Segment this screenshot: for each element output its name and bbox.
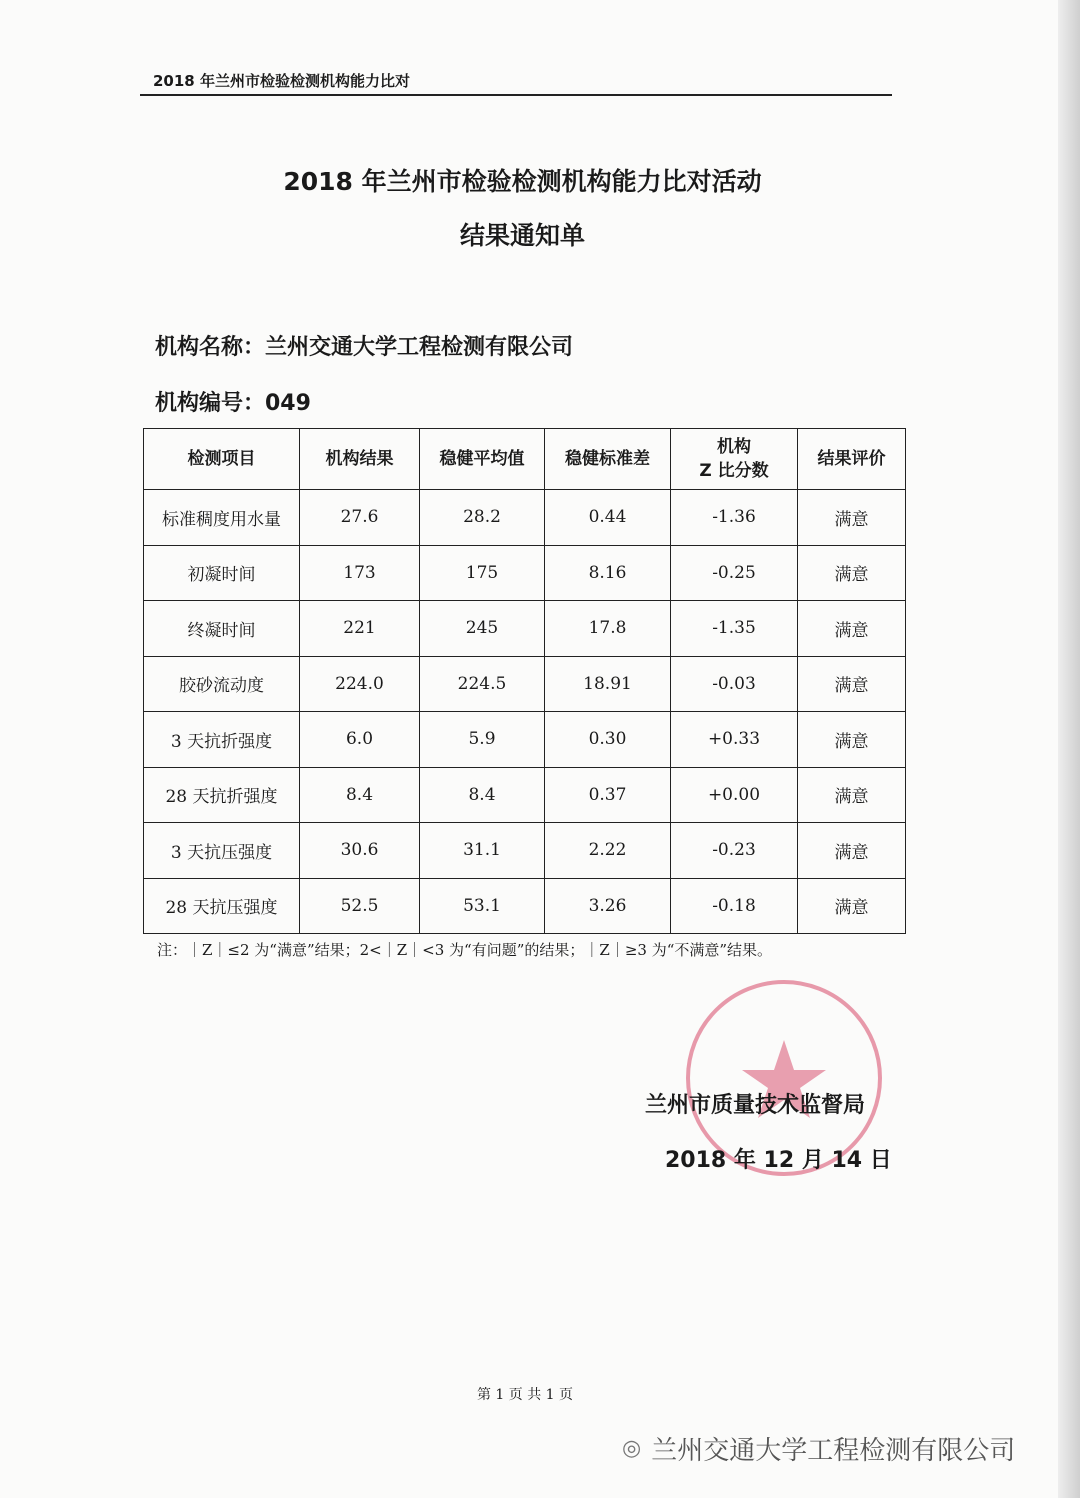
table-cell: 满意 bbox=[798, 767, 906, 823]
running-header: 2018 年兰州市检验检测机构能力比对 bbox=[153, 72, 410, 90]
table-cell: 17.8 bbox=[545, 601, 671, 657]
table-cell: -1.35 bbox=[671, 601, 798, 657]
table-cell: 满意 bbox=[798, 878, 906, 934]
table-cell: -0.25 bbox=[671, 545, 798, 601]
col-header-line: 机构 bbox=[717, 437, 751, 457]
table-cell: 52.5 bbox=[300, 878, 420, 934]
table-cell: 27.6 bbox=[300, 490, 420, 546]
table-cell: 3 天抗压强度 bbox=[144, 823, 300, 879]
table-cell: 30.6 bbox=[300, 823, 420, 879]
table-cell: -1.36 bbox=[671, 490, 798, 546]
table-cell: +0.00 bbox=[671, 767, 798, 823]
table-cell: 8.4 bbox=[420, 767, 545, 823]
table-cell: 满意 bbox=[798, 601, 906, 657]
document-title: 2018 年兰州市检验检测机构能力比对活动 bbox=[283, 167, 762, 196]
table-cell: 224.5 bbox=[420, 656, 545, 712]
table-cell: 0.37 bbox=[545, 767, 671, 823]
table-row bbox=[144, 545, 906, 601]
page-number: 第 1 页 共 1 页 bbox=[476, 1387, 574, 1403]
table-cell: +0.33 bbox=[671, 712, 798, 768]
table-cell: 满意 bbox=[798, 545, 906, 601]
table-cell: -0.03 bbox=[671, 656, 798, 712]
table-row bbox=[144, 878, 906, 934]
table-cell: 5.9 bbox=[420, 712, 545, 768]
table-cell: 3 天抗折强度 bbox=[144, 712, 300, 768]
table-cell: 0.30 bbox=[545, 712, 671, 768]
table-cell: 224.0 bbox=[300, 656, 420, 712]
table-cell: -0.23 bbox=[671, 823, 798, 879]
table-row bbox=[144, 767, 906, 823]
table-cell: 175 bbox=[420, 545, 545, 601]
table-cell: 173 bbox=[300, 545, 420, 601]
table-row bbox=[144, 656, 906, 712]
table-cell: 初凝时间 bbox=[144, 545, 300, 601]
table-cell: 满意 bbox=[798, 712, 906, 768]
table-row bbox=[144, 490, 906, 546]
table-row bbox=[144, 712, 906, 768]
table-cell: 满意 bbox=[798, 656, 906, 712]
col-header: 结果评价 bbox=[798, 429, 906, 490]
table-cell: 8.16 bbox=[545, 545, 671, 601]
issue-date: 2018 年 12 月 14 日 bbox=[665, 1148, 892, 1173]
watermark-text: 兰州交通大学工程检测有限公司 bbox=[651, 1436, 1016, 1466]
org-name: 机构名称：兰州交通大学工程检测有限公司 bbox=[155, 335, 574, 360]
table-row bbox=[144, 601, 906, 657]
watermark bbox=[622, 1430, 1015, 1467]
table-cell: 0.44 bbox=[545, 490, 671, 546]
table-cell: 31.1 bbox=[420, 823, 545, 879]
col-header-line: Z 比分数 bbox=[699, 461, 769, 481]
table-cell: 221 bbox=[300, 601, 420, 657]
col-header: 检测项目 bbox=[144, 429, 300, 490]
scan-edge bbox=[1058, 0, 1080, 1498]
table-cell: 18.91 bbox=[545, 656, 671, 712]
issuer-signature: 兰州市质量技术监督局 bbox=[645, 1093, 866, 1118]
document-subtitle: 结果通知单 bbox=[459, 221, 585, 250]
note: 注：｜Z｜≤2 为“满意”结果；2<｜Z｜<3 为“有问题”的结果；｜Z｜≥3 为“不满意”结果。 bbox=[157, 941, 773, 959]
wechat-icon: ◎ bbox=[622, 1436, 642, 1461]
org-code: 机构编号：049 bbox=[155, 391, 311, 416]
table-cell: 6.0 bbox=[300, 712, 420, 768]
table-cell: 3.26 bbox=[545, 878, 671, 934]
table-cell: 满意 bbox=[798, 490, 906, 546]
table-cell: 28 天抗压强度 bbox=[144, 878, 300, 934]
col-header: 机构结果 bbox=[300, 429, 420, 490]
table-cell: 28 天抗折强度 bbox=[144, 767, 300, 823]
table-header-row bbox=[144, 429, 906, 490]
table-cell: 8.4 bbox=[300, 767, 420, 823]
table-cell: 245 bbox=[420, 601, 545, 657]
table-cell: 标准稠度用水量 bbox=[144, 490, 300, 546]
table-cell: 满意 bbox=[798, 823, 906, 879]
col-header: 稳健标准差 bbox=[545, 429, 671, 490]
table-cell: 胶砂流动度 bbox=[144, 656, 300, 712]
col-header: 稳健平均值 bbox=[420, 429, 545, 490]
col-header bbox=[671, 429, 798, 490]
table-cell: 终凝时间 bbox=[144, 601, 300, 657]
table-cell: 2.22 bbox=[545, 823, 671, 879]
table-cell: 53.1 bbox=[420, 878, 545, 934]
table-cell: -0.18 bbox=[671, 878, 798, 934]
table-cell: 28.2 bbox=[420, 490, 545, 546]
table-row bbox=[144, 823, 906, 879]
header-rule bbox=[140, 94, 892, 96]
results-table bbox=[143, 428, 906, 934]
